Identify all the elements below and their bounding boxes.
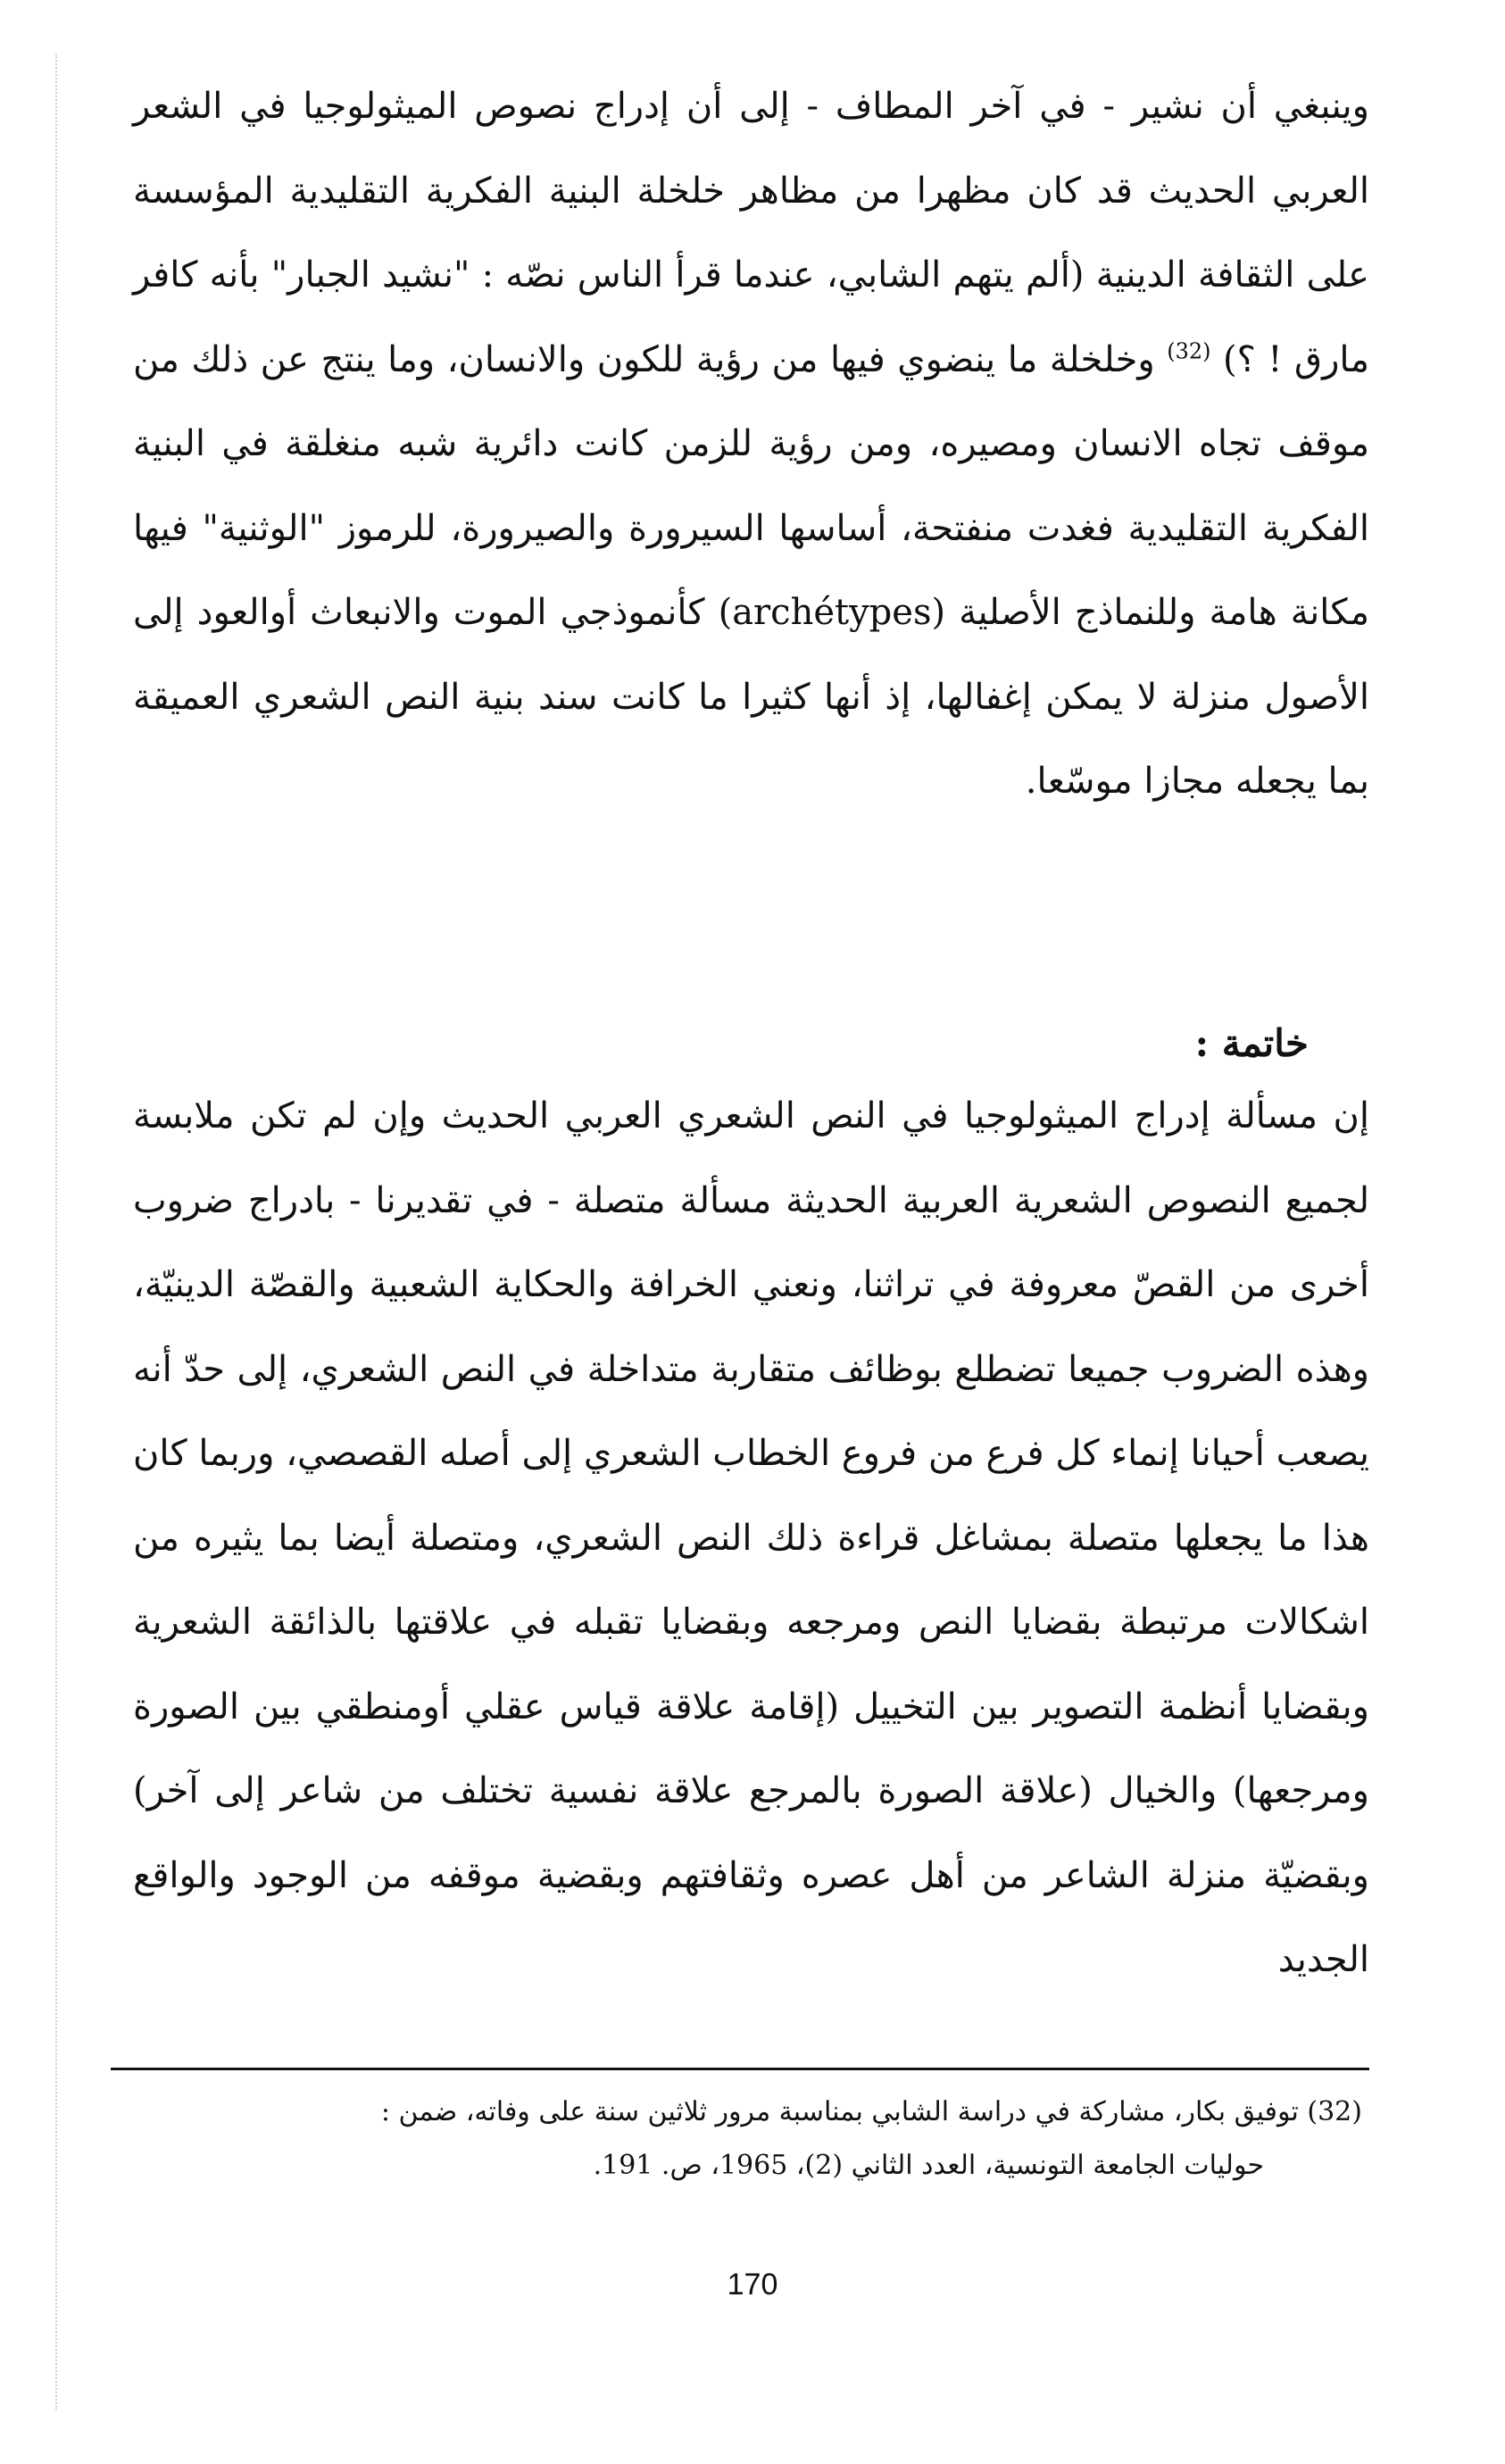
footnote <box>112 2085 1362 2193</box>
footnote-line-2: حوليات الجامعة التونسية، العدد الثاني (2)، 1965، ص. 191. <box>593 2150 1264 2181</box>
paragraph-1-text-b: وخلخلة ما ينضوي فيها من رؤية للكون والانسان، وما ينتج عن ذلك من موقف تجاه الانسان ومصيره، ومن رؤية للزمن كانت دائرية شبه منغلقة في البنية الفكرية التقليدية فغدت منفتحة، أساسها السيرورة والصيرورة، للرموز "الوثنية" فيها مكانة هامة وللنماذج الأصلية (archétypes) كأنموذجي الموت والانبعاث أوالعود إلى الأصول منزلة لا يمكن إغفالها، إذ أنها كثيرا ما كانت سند بنية النص الشعري العميقة بما يجعله مجازا موسّعا. <box>133 338 1370 802</box>
page-number: 170 <box>727 2268 778 2302</box>
body-paragraph-1 <box>133 64 1369 824</box>
paragraph-1-text-a: وينبغي أن نشير - في آخر المطاف - إلى أن إدراج نصوص الميثولوجيا في الشعر العربي الحديث قد كان مظهرا من مظاهر خلخلة البنية الفكرية التقليدية المؤسسة على الثقافة الدينية (ألم يتهم الشابي، عندما قرأ الناس نصّه : "نشيد الجبار" بأنه كافر مارق ! ؟) <box>133 86 1369 380</box>
footnote-separator <box>111 2068 1369 2070</box>
conclusion-paragraph: إن مسألة إدراج الميثولوجيا في النص الشعري العربي الحديث وإن لم تكن ملابسة لجميع النصوص الشعرية العربية الحديثة مسألة متصلة - في تقديرنا - بادراج ضروب أخرى من القصّ معروفة في تراثنا، ونعني الخرافة والحكاية الشعبية والقصّة الدينيّة، وهذه الضروب جميعا تضطلع بوظائف متقاربة متداخلة في النص الشعري، إلى حدّ أنه يصعب أحيانا إنماء كل فرع من فروع الخطاب الشعري إلى أصله القصصي، وربما كان هذا ما يجعلها متصلة بمشاغل قراءة ذلك النص الشعري، ومتصلة أيضا بما يثيره من اشكالات مرتبطة بقضايا النص ومرجعه وبقضايا تقبله في علاقتها بالذائقة الشعرية وبقضايا أنظمة التصوير بين التخييل (إقامة علاقة قياس عقلي أومنطقي بين الصورة ومرجعها) والخيال (علاقة الصورة بالمرجع علاقة نفسية تختلف من شاعر إلى آخر) وبقضيّة منزلة الشاعر من أهل عصره وثقافتهم وبقضية موقفه من الوجود والواقع الجديد <box>133 1095 1369 1980</box>
footnote-reference: (32) <box>1167 338 1211 364</box>
footnote-line-1: (32) توفيق بكار، مشاركة في دراسة الشابي بمناسبة مرور ثلاثين سنة على وفاته، ضمن : <box>380 2096 1362 2127</box>
scan-margin-edge <box>55 54 57 2410</box>
conclusion-heading: خاتمة : <box>1194 1021 1309 1065</box>
